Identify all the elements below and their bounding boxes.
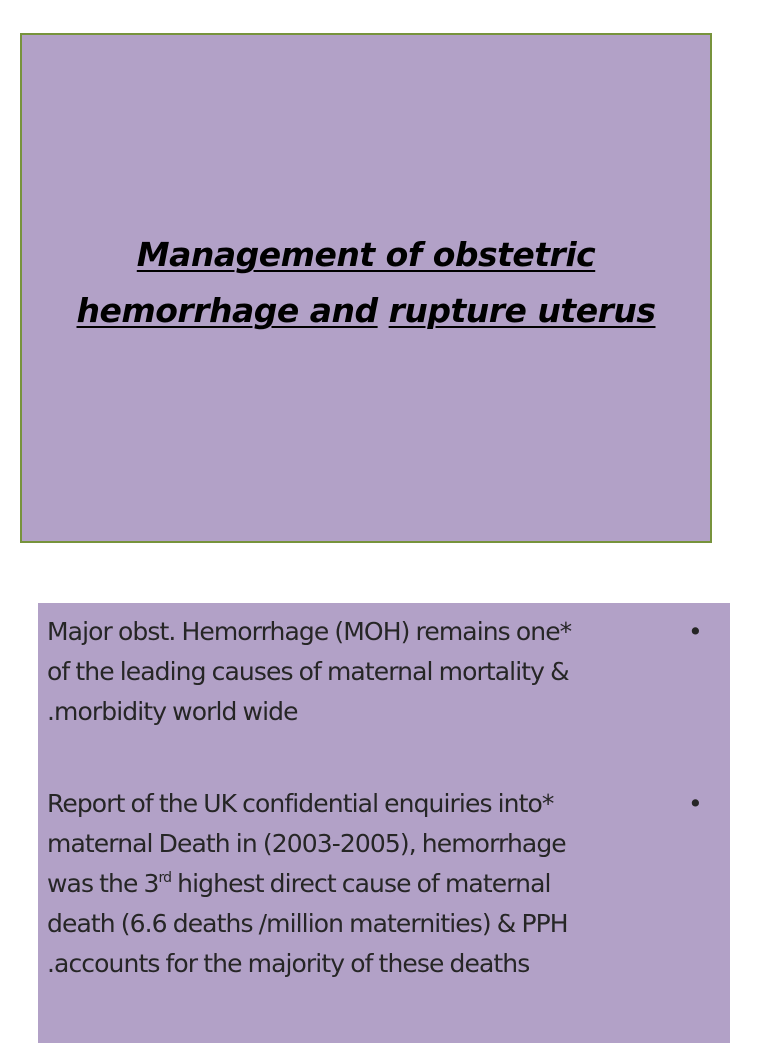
bullet-1-line-1: Major obst. Hemorrhage (MOH) remains one* (47, 617, 572, 646)
title-line-1: Management of obstetric (136, 235, 596, 274)
content-slide (38, 603, 730, 1043)
title-line-2b: rupture uterus (388, 291, 656, 330)
title-slide (20, 33, 712, 543)
bullet-1-line-3: .morbidity world wide (47, 697, 298, 726)
bullet-dot-icon: • (688, 617, 702, 646)
line-3-rest: highest direct cause of maternal (171, 869, 551, 898)
ordinal-suffix: rd (158, 870, 172, 886)
bullet-2-line-2: maternal Death in (2003-2005), hemorrhage (47, 829, 566, 858)
bullet-item-1 (47, 612, 727, 732)
bullet-2-line-1: Report of the UK confidential enquiries into* (47, 789, 554, 818)
bullet-2-line-5: .accounts for the majority of these deaths (47, 949, 530, 978)
bullet-item-2 (47, 784, 727, 984)
bullet-dot-icon: • (688, 789, 702, 818)
title-line-2a: hemorrhage and (76, 291, 378, 330)
slide-title (77, 227, 656, 339)
bullet-1-line-2: of the leading causes of maternal mortality & (47, 657, 569, 686)
bullet-2-line-3 (47, 864, 727, 904)
bullet-2-line-4: death (6.6 deaths /million maternities) & PPH (47, 909, 568, 938)
ordinal-number: was the 3 (47, 869, 159, 898)
